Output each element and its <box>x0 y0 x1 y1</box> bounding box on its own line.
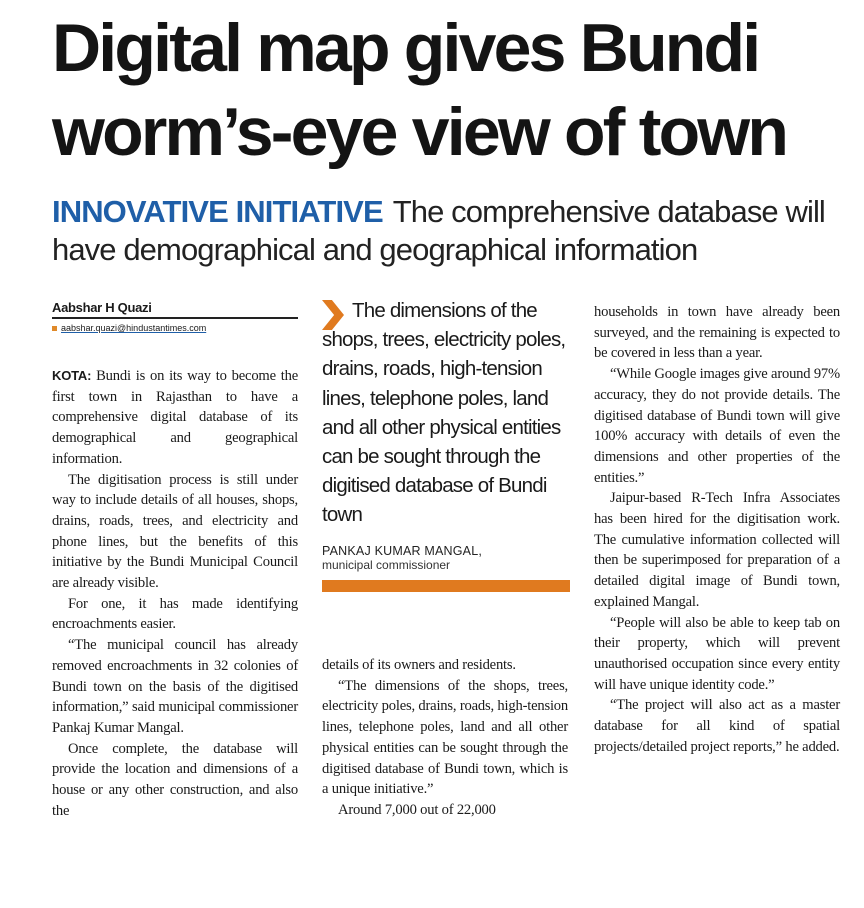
bullet-square-icon <box>52 326 57 331</box>
paragraph: “The dimensions of the shops, trees, electricity poles, drains, roads, high-tension lines, telephone poles, land and all other physical entities can be sought through the digitised database of Bundi town, which is a unique initiative.” <box>322 677 568 798</box>
deck-text: The comprehensive database will have demographical and geographical information <box>52 194 825 267</box>
paragraph: “The municipal council has already removed encroachments in 32 colonies of Bundi town on the basis of the digitised information,” said municipal commissioner Pankaj Kumar Mangal. <box>52 637 298 736</box>
paragraph: KOTA: Bundi is on its way to become the first town in Rajasthan to have a comprehensive digital database of its demographical and geographical information. <box>52 368 298 467</box>
paragraph: “While Google images give around 97% accuracy, they do not provide details. The digitised database of Bundi town will give 100% accuracy with details of even the dimensions and other properties of the entities.” <box>594 366 840 486</box>
paragraph: Once complete, the database will provide the location and dimensions of a house or any other construction, and also the <box>52 740 298 819</box>
accent-bar <box>322 580 570 592</box>
pull-quote-role: municipal commissioner <box>322 557 451 572</box>
deck <box>52 193 852 269</box>
body-column-3 <box>594 302 840 757</box>
body-column-2 <box>322 655 568 821</box>
body-column-1 <box>52 366 298 821</box>
headline <box>52 6 852 174</box>
paragraph: details of its owners and residents. <box>322 657 516 673</box>
paragraph: Around 7,000 out of 22,000 <box>338 801 496 818</box>
paragraph: Jaipur-based R-Tech Infra Associates has been hired for the digitisation work. The cumulative information collected will then be superimposed for preparation of a detailed digital image of Bundi town, explained Mangal. <box>594 490 840 610</box>
pull-quote-name: PANKAJ KUMAR MANGAL, <box>322 543 483 558</box>
byline <box>52 300 298 333</box>
headline-line-1: Digital map gives Bundi <box>52 10 759 86</box>
paragraph: “The project will also act as a master database for all kind of spatial projects/detailed project reports,” he added. <box>594 697 840 755</box>
paragraph: The digitisation process is still under way to include details of all houses, shops, drains, roads, trees, and electricity and phone lines, but the benefits of this initiative by the Bundi Municipal Council are already visible. <box>52 471 298 592</box>
deck-kicker: INNOVATIVE INITIATIVE <box>52 194 383 229</box>
dateline: KOTA: <box>52 368 92 383</box>
headline-line-2: worm’s-eye view of town <box>52 94 787 170</box>
pull-quote <box>322 296 570 592</box>
byline-email <box>52 323 298 333</box>
author-email-link[interactable]: aabshar.quazi@hindustantimes.com <box>61 323 207 333</box>
paragraph: households in town have already been surveyed, and the remaining is expected to be covered in less than a year. <box>594 304 840 362</box>
paragraph: “People will also be able to keep tab on their property, which will prevent unauthorised occupation since every entity will have unique identity code.” <box>594 614 840 693</box>
paragraph: For one, it has made identifying encroachments easier. <box>52 595 298 633</box>
pull-quote-text: The dimensions of the shops, trees, electricity poles, drains, roads, high-tension lines, telephone poles, land and all other physical entities can be sought through the digitised database of Bundi town <box>322 299 566 527</box>
byline-author: Aabshar H Quazi <box>52 300 298 319</box>
